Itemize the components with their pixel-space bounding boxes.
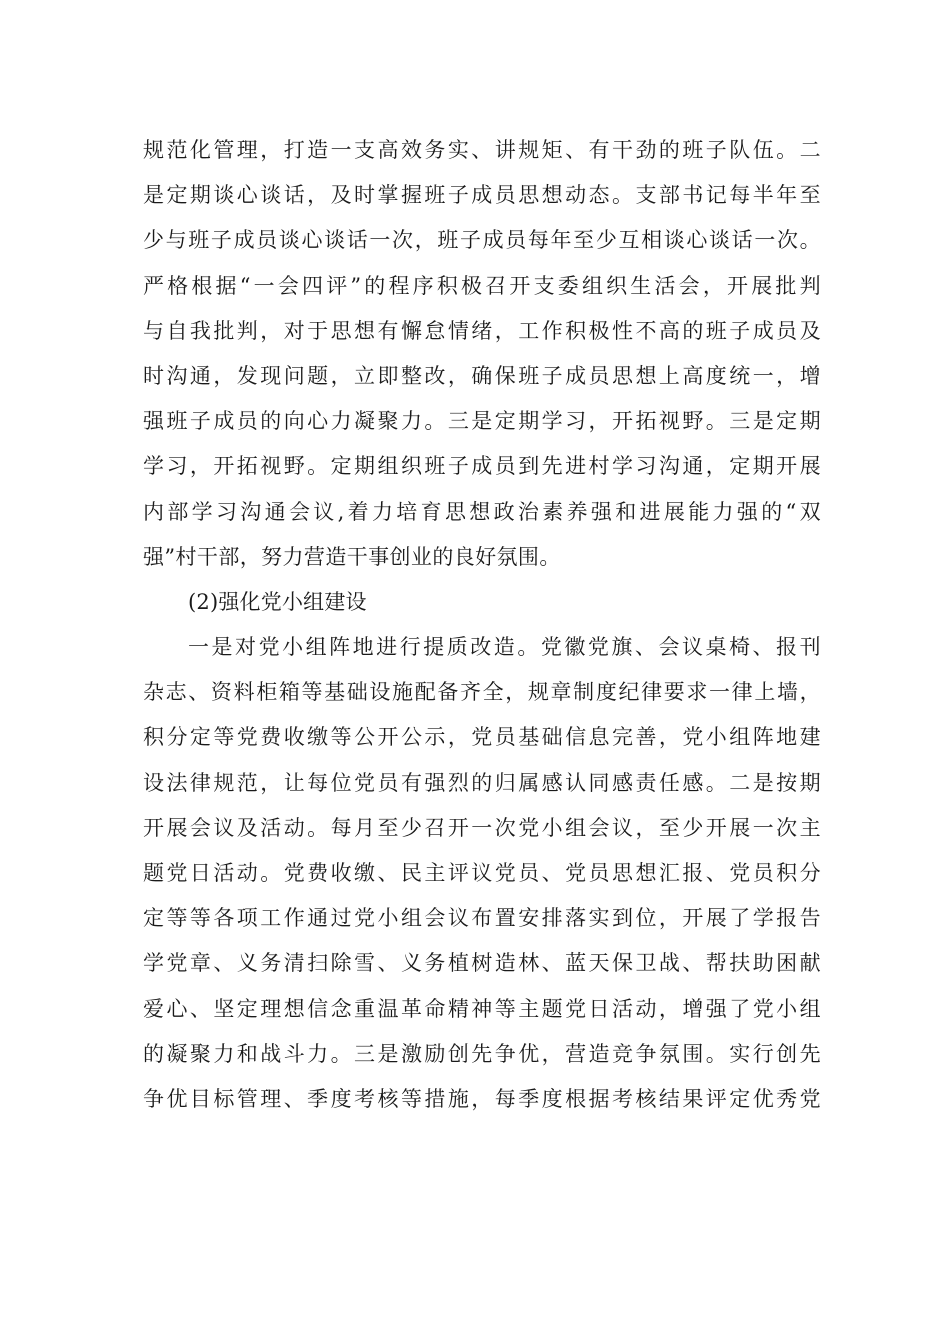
paragraph-line: 争优目标管理、季度考核等措施，每季度根据考核结果评定优秀党 — [143, 1086, 821, 1111]
paragraph-line: 题党日活动。党费收缴、民主评议党员、党员思想汇报、党员积分 — [143, 861, 821, 885]
paragraph-line: 严格根据“一会四评”的程序积极召开支委组织生活会，开展批判 — [143, 273, 821, 298]
paragraph-line: 的凝聚力和战斗力。三是激励创先争优，营造竞争氛围。实行创先 — [143, 1041, 821, 1066]
paragraph-line: 积分定等党费收缴等公开公示，党员基础信息完善，党小组阵地建 — [143, 725, 821, 750]
paragraph-line: 爱心、坚定理想信念重温革命精神等主题党日活动，增强了党小组 — [143, 996, 821, 1021]
paragraph-line: 时沟通，发现问题，立即整改，确保班子成员思想上高度统一，增 — [143, 363, 821, 388]
paragraph-line: 强班子成员的向心力凝聚力。三是定期学习，开拓视野。三是定期 — [143, 409, 821, 434]
paragraph-first-line: 一是对党小组阵地进行提质改造。党徽党旗、会议桌椅、报刊 — [188, 635, 821, 660]
document-body — [143, 128, 821, 1122]
section-heading: (2)强化党小组建设 — [188, 589, 367, 614]
paragraph-line: 定等等各项工作通过党小组会议布置安排落实到位，开展了学报告 — [143, 906, 821, 931]
paragraph-line: 少与班子成员谈心谈话一次，班子成员每年至少互相谈心谈话一次。 — [143, 228, 821, 253]
paragraph-line: 内部学习沟通会议,着力培育思想政治素养强和进展能力强的“双 — [143, 499, 821, 524]
paragraph-line: 学党章、义务清扫除雪、义务植树造林、蓝天保卫战、帮扶助困献 — [143, 951, 821, 976]
paragraph-line: 学习，开拓视野。定期组织班子成员到先进村学习沟通，定期开展 — [143, 454, 821, 479]
paragraph-line: 开展会议及活动。每月至少召开一次党小组会议，至少开展一次主 — [143, 815, 821, 840]
paragraph-last-line: 强”村干部，努力营造干事创业的良好氛围。 — [143, 544, 561, 569]
paragraph-line: 与自我批判，对于思想有懈怠情绪，工作积极性不高的班子成员及 — [143, 318, 821, 343]
paragraph-line: 规范化管理，打造一支高效务实、讲规矩、有干劲的班子队伍。二 — [143, 138, 821, 162]
paragraph-line: 是定期谈心谈话，及时掌握班子成员思想动态。支部书记每半年至 — [143, 183, 821, 208]
paragraph-line: 设法律规范，让每位党员有强烈的归属感认同感责任感。二是按期 — [143, 770, 821, 795]
paragraph-line: 杂志、资料柜箱等基础设施配备齐全，规章制度纪律要求一律上墙， — [143, 680, 821, 705]
